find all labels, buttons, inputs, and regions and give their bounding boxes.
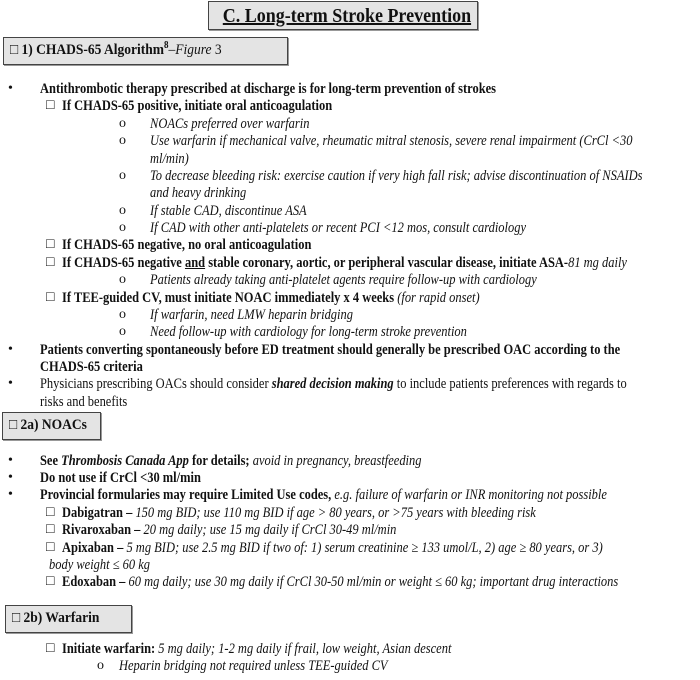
- checkbox-bullet-icon: □: [46, 290, 55, 305]
- text-segment: risks and benefits: [40, 394, 128, 410]
- text-segment: Heparin bridging not required unless TEE-guided CV: [119, 658, 388, 674]
- list-item-text: [150, 167, 642, 185]
- circle-bullet-icon: o: [119, 133, 126, 148]
- circle-bullet-icon: o: [119, 324, 126, 339]
- list-item-text: [40, 469, 201, 487]
- list-item-text: [62, 640, 451, 658]
- text-segment: Dabigatran –: [62, 505, 136, 521]
- text-segment: body weight ≤ 60 kg: [49, 557, 151, 573]
- list-item-text: [62, 254, 627, 272]
- list-item-text: [40, 375, 627, 393]
- text-segment: ml/min): [150, 151, 189, 167]
- text-segment: To decrease bleeding risk: exercise caution if very high fall risk; advise discontinuation of NSAIDs: [150, 168, 643, 184]
- text-segment: If CAD with other anti-platelets or recent PCI <12 mos, consult cardiology: [150, 220, 527, 236]
- text-segment: 81 mg daily: [568, 255, 627, 271]
- text-segment: Physicians prescribing OACs should consider: [40, 376, 272, 392]
- list-item-text: [40, 452, 421, 470]
- list-item-text: [49, 556, 150, 574]
- circle-bullet-icon: o: [119, 168, 126, 183]
- bullet-icon: •: [8, 487, 13, 502]
- list-item-text: [150, 271, 537, 289]
- text-segment: Provincial formularies may require Limited Use codes,: [40, 487, 335, 503]
- section-header-chads65: □ 1) CHADS-65 Algorithm$^8$–Figure 3: [3, 37, 288, 65]
- list-item-text: [62, 521, 396, 539]
- checkbox-bullet-icon: □: [46, 574, 55, 589]
- list-item-text: [62, 504, 536, 522]
- circle-bullet-icon: o: [119, 307, 126, 322]
- list-item-text: [62, 289, 480, 307]
- text-segment: 5 mg daily; 1-2 mg daily if frail, low weight, Asian descent: [158, 641, 452, 657]
- bullet-icon: •: [8, 376, 13, 391]
- text-segment: If CHADS-65 negative: [62, 255, 185, 271]
- list-item-text: [150, 150, 189, 168]
- text-segment: 5 mg BID; use 2.5 mg BID if two of: 1) serum creatinine ≥ 133 umol/L, 2) age ≥ 80 years, or 3): [126, 540, 603, 556]
- text-segment: avoid in pregnancy, breastfeeding: [252, 453, 422, 469]
- circle-bullet-icon: o: [119, 272, 126, 287]
- text-segment: If CHADS-65 positive, initiate oral anticoagulation: [62, 98, 333, 114]
- text-segment: NOACs preferred over warfarin: [150, 116, 310, 132]
- list-item-text: [40, 80, 496, 98]
- text-segment: for details;: [188, 453, 253, 469]
- list-item-text: [150, 115, 309, 133]
- text-segment: Patients converting spontaneously before ED treatment should generally be prescribed OAC according to the: [40, 342, 621, 358]
- circle-bullet-icon: o: [119, 116, 126, 131]
- list-item-text: [62, 97, 332, 115]
- list-item-text: [40, 393, 127, 411]
- list-item-text: [62, 573, 618, 591]
- text-segment: 20 mg daily; use 15 mg daily if CrCl 30-49 ml/min: [143, 522, 397, 538]
- text-segment: Initiate warfarin:: [62, 641, 159, 657]
- checkbox-bullet-icon: □: [46, 505, 55, 520]
- bullet-icon: •: [8, 342, 13, 357]
- text-segment: and heavy drinking: [150, 185, 247, 201]
- list-item-text: [150, 323, 467, 341]
- text-segment: CHADS-65 criteria: [40, 359, 143, 375]
- bullet-icon: •: [8, 81, 13, 96]
- text-segment: See: [40, 453, 62, 469]
- text-segment: If warfarin, need LMW heparin bridging: [150, 307, 353, 323]
- text-segment: Antithrombotic therapy prescribed at discharge is for long-term prevention of strokes: [40, 81, 497, 97]
- text-segment: Patients already taking anti-platelet agents require follow-up with cardiology: [150, 272, 537, 288]
- checkbox-bullet-icon: □: [46, 540, 55, 555]
- section-header-noacs: □ 2a) NOACs: [2, 412, 101, 440]
- text-segment: If CHADS-65 negative, no oral anticoagulation: [62, 237, 312, 253]
- text-segment: e.g. failure of warfarin or INR monitoring not possible: [334, 487, 607, 503]
- text-segment: (for rapid onset): [397, 290, 480, 306]
- checkbox-bullet-icon: □: [46, 522, 55, 537]
- checkbox-bullet-icon: □: [46, 641, 55, 656]
- checkbox-glyph: □: [10, 42, 19, 58]
- bullet-icon: •: [8, 453, 13, 468]
- circle-bullet-icon: o: [119, 220, 126, 235]
- section-header-warfarin: □ 2b) Warfarin: [5, 605, 132, 633]
- bullet-icon: •: [8, 470, 13, 485]
- text-segment: shared decision making: [271, 376, 394, 392]
- list-item-text: [150, 219, 526, 237]
- checkbox-bullet-icon: □: [46, 98, 55, 113]
- text-segment: to include patients preferences with regards to: [393, 376, 627, 392]
- list-item-text: [150, 132, 632, 150]
- circle-bullet-icon: o: [97, 658, 104, 673]
- text-segment: and: [184, 255, 206, 271]
- text-segment: 150 mg BID; use 110 mg BID if age > 80 years, or >75 years with bleeding risk: [135, 505, 536, 521]
- text-segment: Do not use if CrCl <30 ml/min: [40, 470, 201, 486]
- checkbox-glyph: □: [9, 417, 18, 433]
- text-segment: Need follow-up with cardiology for long-term stroke prevention: [150, 324, 467, 340]
- list-item-text: [62, 539, 603, 557]
- list-item-text: [150, 184, 246, 202]
- text-segment: Edoxaban –: [62, 574, 129, 590]
- circle-bullet-icon: o: [119, 203, 126, 218]
- checkbox-bullet-icon: □: [46, 255, 55, 270]
- text-segment: Rivaroxaban –: [62, 522, 144, 538]
- list-item-text: [40, 341, 620, 359]
- text-segment: Apixaban –: [62, 540, 127, 556]
- page-title: C. Long-term Stroke Prevention: [208, 1, 478, 30]
- checkbox-bullet-icon: □: [46, 237, 55, 252]
- checkbox-glyph: □: [12, 610, 21, 626]
- list-item-text: [119, 657, 388, 675]
- text-segment: If stable CAD, discontinue ASA: [150, 203, 307, 219]
- list-item-text: [40, 358, 143, 376]
- text-segment: 60 mg daily; use 30 mg daily if CrCl 30-50 ml/min or weight ≤ 60 kg; important drug interactions: [128, 574, 619, 590]
- text-segment: stable coronary, aortic, or peripheral vascular disease, initiate ASA-: [205, 255, 569, 271]
- list-item-text: [150, 202, 307, 220]
- text-segment: If TEE-guided CV, must initiate NOAC immediately x 4 weeks: [62, 290, 398, 306]
- text-segment: Use warfarin if mechanical valve, rheumatic mitral stenosis, severe renal impairment (CrCl <30: [150, 133, 633, 149]
- text-segment: Thrombosis Canada App: [61, 453, 189, 469]
- list-item-text: [150, 306, 353, 324]
- list-item-text: [40, 486, 607, 504]
- list-item-text: [62, 236, 311, 254]
